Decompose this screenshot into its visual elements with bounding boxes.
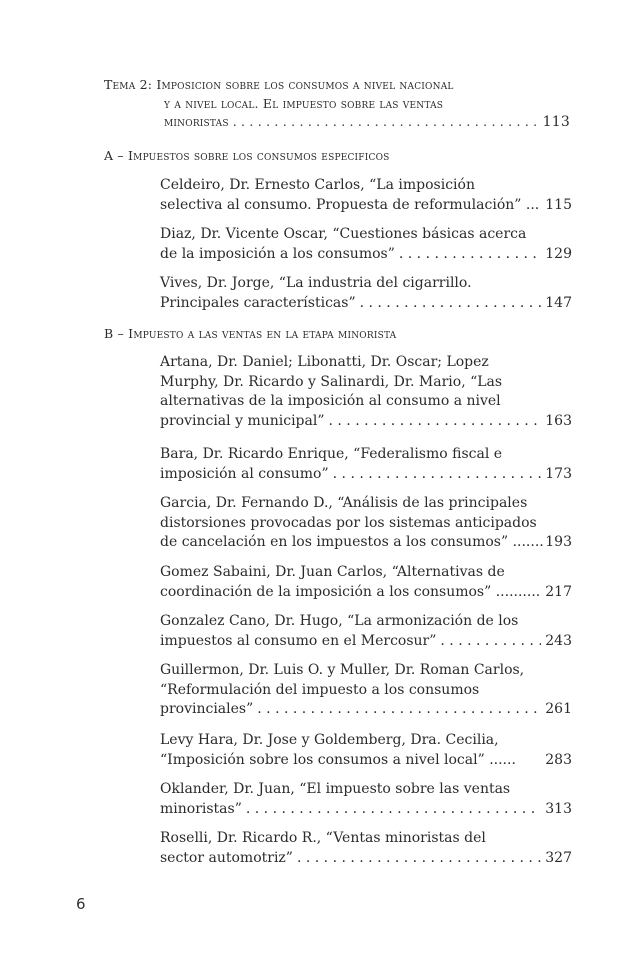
entry-line: Diaz, Dr. Vicente Oscar, “Cuestiones básicas acerca bbox=[160, 226, 527, 242]
entry-line: Guillermon, Dr. Luis O. y Muller, Dr. Roman Carlos, bbox=[160, 662, 525, 678]
theme-title-line: minoristas bbox=[164, 114, 229, 129]
entry-last-line bbox=[160, 245, 572, 265]
page-number: 163 bbox=[545, 412, 572, 429]
page-number: 173 bbox=[545, 465, 572, 482]
entry-last-line bbox=[160, 583, 572, 603]
entry-line: coordinación de la imposición a los consumos” .......... bbox=[160, 583, 541, 600]
toc-entry bbox=[160, 780, 572, 819]
entry-line: alternativas de la imposición al consumo a nivel bbox=[160, 393, 501, 410]
entry-line: Gonzalez Cano, Dr. Hugo, “La armonización de los bbox=[160, 613, 519, 629]
theme-title-line: y a nivel local. El impuesto sobre las ventas bbox=[164, 95, 444, 111]
page-number: 217 bbox=[545, 583, 572, 600]
entry-line: distorsiones provocadas por los sistemas anticipados bbox=[160, 514, 537, 531]
entry-line: Gomez Sabaini, Dr. Juan Carlos, “Alternativas de bbox=[160, 564, 505, 580]
entry-line: provinciales” bbox=[160, 701, 254, 718]
entry-last-line bbox=[160, 294, 572, 314]
section-a-heading: A – Impuestos sobre los consumos especificos bbox=[104, 148, 390, 163]
entry-line: Murphy, Dr. Ricardo y Salinardi, Dr. Mario, “Las bbox=[160, 373, 503, 390]
dot-leader bbox=[333, 465, 542, 485]
toc-entry bbox=[160, 661, 572, 720]
toc-entry bbox=[160, 563, 572, 602]
dot-leader bbox=[360, 294, 542, 314]
page-number: 327 bbox=[545, 849, 572, 866]
dot-leader bbox=[297, 849, 541, 869]
toc-entry bbox=[160, 494, 572, 553]
dot-leader bbox=[257, 700, 541, 720]
toc-entry bbox=[160, 274, 572, 313]
dot-leader bbox=[329, 412, 542, 432]
entry-line: minoristas” bbox=[160, 800, 242, 817]
page-number: 313 bbox=[545, 800, 572, 817]
entry-line: selectiva al consumo. Propuesta de reformulación” ... bbox=[160, 196, 540, 213]
entry-line: “Reformulación del impuesto a los consumos bbox=[160, 681, 480, 698]
entry-line: Levy Hara, Dr. Jose y Goldemberg, Dra. Cecilia, bbox=[160, 732, 499, 748]
entry-line: Roselli, Dr. Ricardo R., “Ventas minoristas del bbox=[160, 830, 486, 846]
entry-line: de la imposición a los consumos” bbox=[160, 245, 395, 262]
dot-leader bbox=[399, 245, 541, 265]
entry-last-line bbox=[160, 700, 572, 720]
page-number: 113 bbox=[542, 114, 570, 130]
toc-entry bbox=[160, 353, 572, 431]
section-b-heading: B – Impuesto a las ventas en la etapa minorista bbox=[104, 326, 397, 341]
entry-line: Celdeiro, Dr. Ernesto Carlos, “La imposición bbox=[160, 177, 475, 193]
entry-last-line bbox=[160, 800, 572, 820]
page-number: 193 bbox=[545, 534, 572, 551]
page-number: 283 bbox=[545, 751, 572, 768]
entry-last-line bbox=[160, 196, 572, 216]
dot-leader bbox=[440, 632, 541, 652]
toc-entry bbox=[160, 176, 572, 215]
page-number: 261 bbox=[545, 701, 572, 718]
toc-entry bbox=[160, 731, 572, 770]
toc-entry bbox=[160, 445, 572, 484]
page-number: 147 bbox=[545, 294, 572, 311]
theme-2-entry bbox=[104, 76, 570, 132]
toc-entry bbox=[160, 829, 572, 868]
entry-line: Principales características” bbox=[160, 294, 356, 311]
entry-line: Vives, Dr. Jorge, “La industria del cigarrillo. bbox=[160, 275, 472, 291]
theme-title-line: Tema 2: Imposicion sobre los consumos a nivel nacional bbox=[104, 77, 454, 92]
entry-last-line bbox=[160, 412, 572, 432]
theme-last-line bbox=[104, 113, 570, 132]
entry-line: “Imposición sobre los consumos a nivel local” ...... bbox=[160, 751, 516, 768]
entry-last-line bbox=[160, 465, 572, 485]
entry-last-line bbox=[160, 849, 572, 869]
entry-line: imposición al consumo” bbox=[160, 465, 329, 482]
entry-line: impuestos al consumo en el Mercosur” bbox=[160, 632, 437, 649]
page-folio: 6 bbox=[76, 895, 86, 913]
page-number: 129 bbox=[545, 245, 572, 262]
dot-leader bbox=[233, 113, 539, 132]
toc-entry bbox=[160, 612, 572, 651]
entry-last-line bbox=[160, 751, 572, 771]
toc-entry bbox=[160, 225, 572, 264]
entry-line: Bara, Dr. Ricardo Enrique, “Federalismo fiscal e bbox=[160, 446, 503, 462]
entry-line: Garcia, Dr. Fernando D., “Análisis de las principales bbox=[160, 495, 528, 511]
entry-line: provincial y municipal” bbox=[160, 412, 325, 429]
entry-line: de cancelación en los impuestos a los consumos” ....... bbox=[160, 534, 544, 551]
entry-line: sector automotriz” bbox=[160, 849, 293, 866]
entry-line: Artana, Dr. Daniel; Libonatti, Dr. Oscar; Lopez bbox=[160, 354, 489, 370]
page-number: 243 bbox=[545, 632, 572, 649]
page-number: 115 bbox=[545, 196, 572, 213]
entry-last-line bbox=[160, 632, 572, 652]
entry-line: Oklander, Dr. Juan, “El impuesto sobre las ventas bbox=[160, 781, 511, 797]
entry-last-line bbox=[160, 533, 572, 553]
dot-leader bbox=[246, 800, 541, 820]
